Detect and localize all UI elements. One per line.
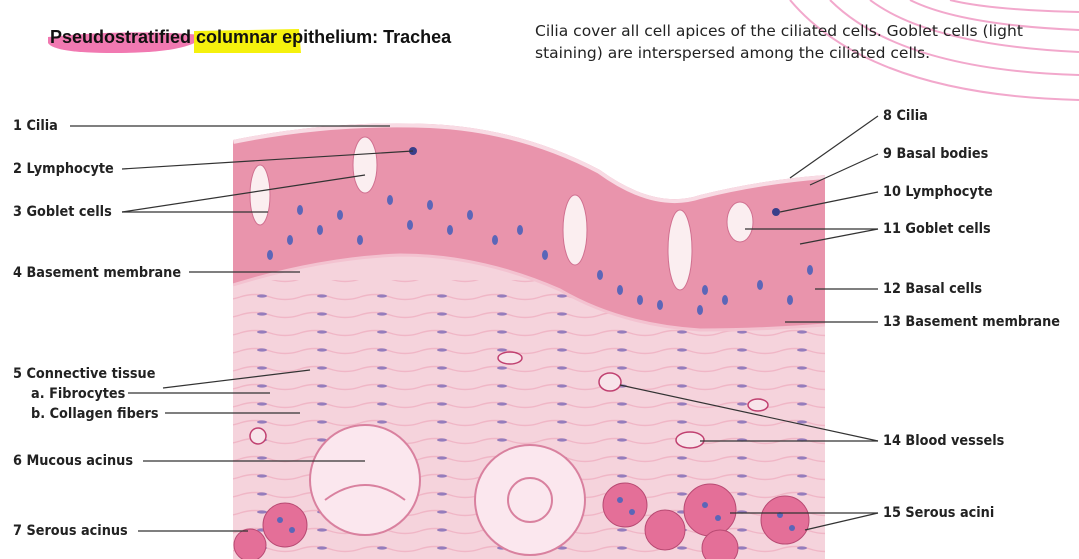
- label-blood-vessels: 14 Blood vessels: [883, 433, 1005, 449]
- label-serous-acinus: 7 Serous acinus: [13, 523, 128, 539]
- label-mucous-acinus: 6 Mucous acinus: [13, 453, 133, 469]
- label-basement-membrane-right: 13 Basement membrane: [883, 314, 1061, 330]
- label-lymphocyte-right: 10 Lymphocyte: [883, 184, 993, 200]
- label-fibrocytes: a. Fibrocytes: [31, 386, 126, 402]
- page-title: Pseudostratified columnar epithelium: Trachea: [50, 27, 452, 47]
- label-basal-cells: 12 Basal cells: [883, 281, 983, 297]
- label-serous-acini: 15 Serous acini: [883, 505, 995, 521]
- label-basement-membrane-left: 4 Basement membrane: [13, 265, 182, 281]
- label-collagen-fibers: b. Collagen fibers: [31, 406, 159, 422]
- figure-caption: Cilia cover all cell apices of the ciliated cells. Goblet cells (light staining) are interspersed among the ciliated cells.: [535, 22, 1023, 62]
- tissue-section: [233, 100, 833, 559]
- label-cilia-left: 1 Cilia: [13, 118, 58, 134]
- label-goblet-cells-left: 3 Goblet cells: [13, 204, 112, 220]
- label-connective-tissue: 5 Connective tissue: [13, 366, 156, 382]
- label-basal-bodies: 9 Basal bodies: [883, 146, 989, 162]
- label-lymphocyte-left: 2 Lymphocyte: [13, 161, 114, 177]
- label-cilia-right: 8 Cilia: [883, 108, 928, 124]
- label-goblet-cells-right: 11 Goblet cells: [883, 221, 991, 237]
- title-block: [50, 27, 451, 57]
